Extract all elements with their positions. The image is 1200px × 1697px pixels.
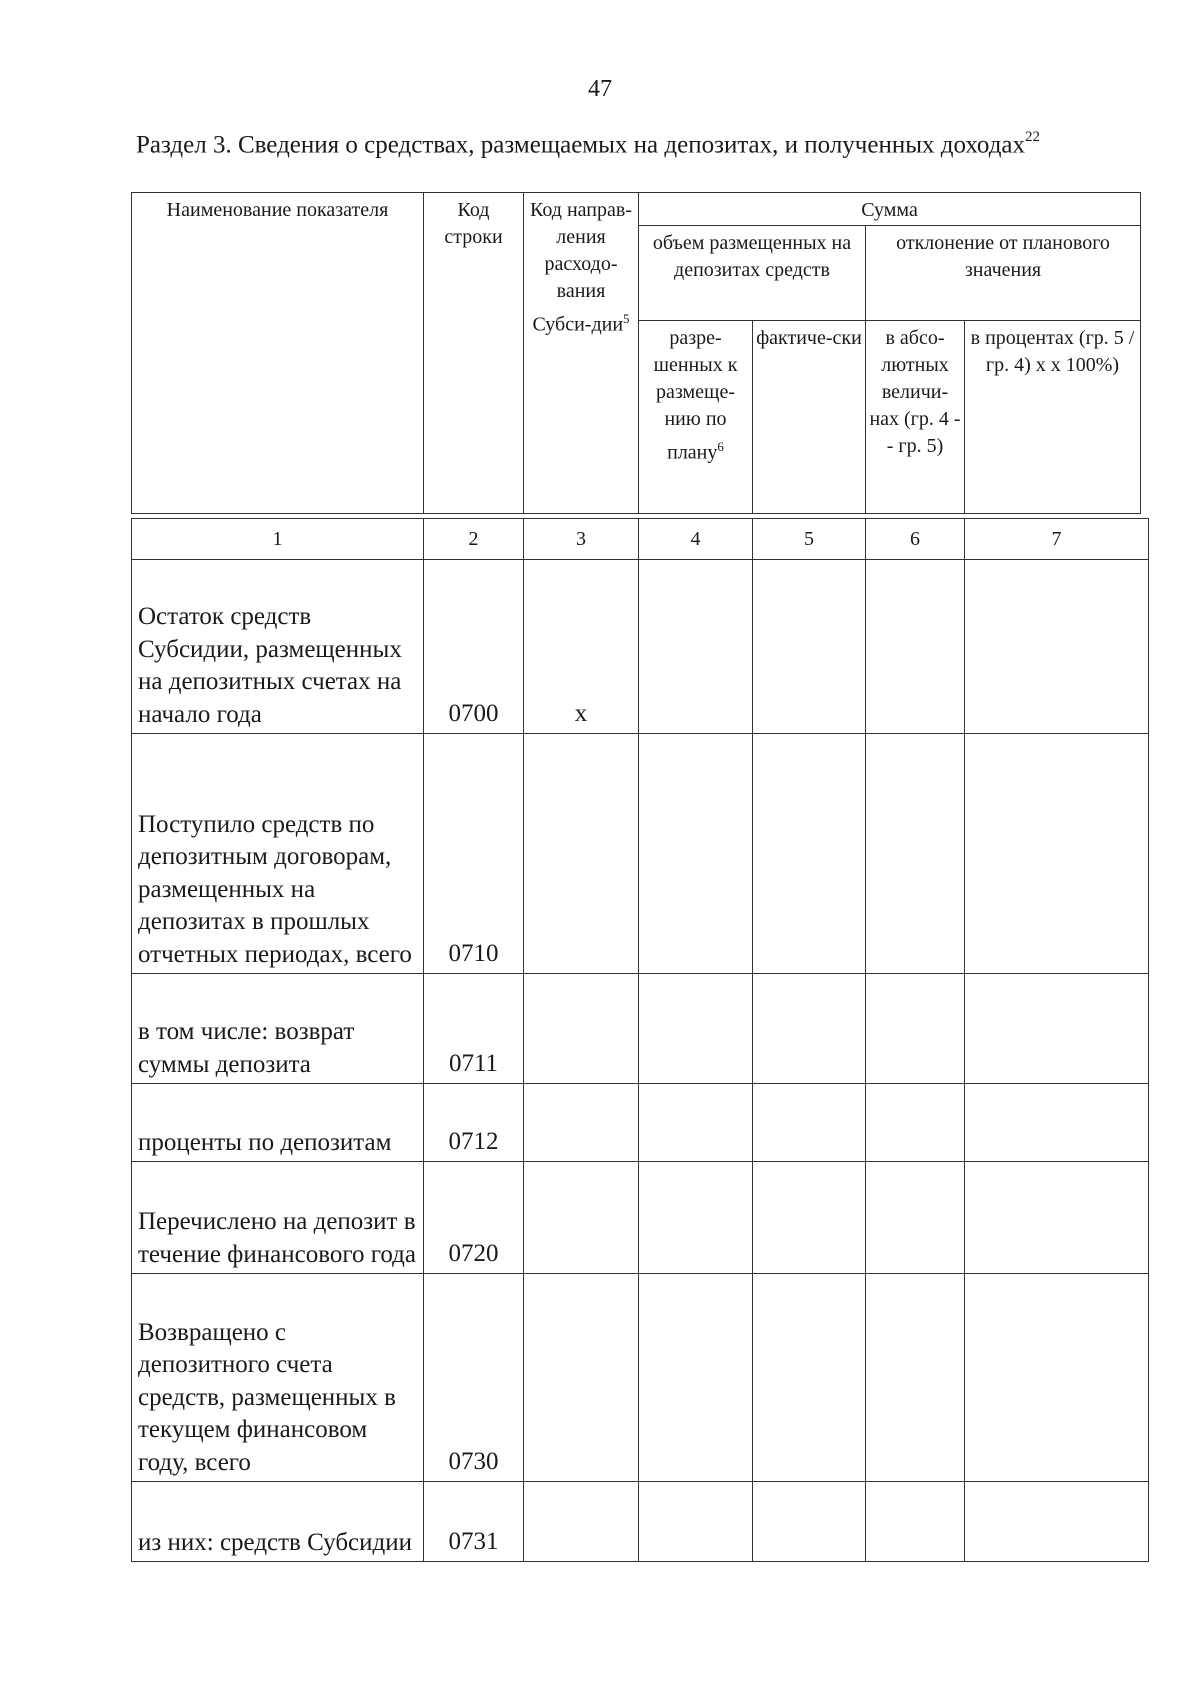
header-code: Код строки [444,199,503,248]
row-value-cell [866,1274,965,1482]
column-number: 6 [866,519,965,560]
section-title-text: Раздел 3. Сведения о средствах, размещаемых на депозитах, и полученных доходах [136,131,1026,159]
header-direction-cell [524,193,639,514]
row-value-cell [753,1482,866,1562]
row-direction [524,1162,639,1274]
table-row [132,974,1149,1084]
header-percent: в процентах (гр. 5 / гр. 4) x x 100%) [970,327,1135,376]
row-name: Остаток средств Субсидии, размещенных на депозитных счетах на начало года [132,560,424,734]
table-row [132,1084,1149,1162]
row-value-cell [639,1084,753,1162]
header-sum: Сумма [861,199,918,221]
row-value-cell [965,1162,1149,1274]
row-name: Перечислено на депозит в течение финансового года [132,1162,424,1274]
row-value-cell [639,1274,753,1482]
row-direction [524,1084,639,1162]
row-name: проценты по депозитам [132,1084,424,1162]
table-row [132,1482,1149,1562]
header-absolute-cell [866,321,965,514]
header-planned-footnote: 6 [717,439,724,454]
header-name: Наименование показателя [166,199,389,221]
row-direction [524,1274,639,1482]
row-code: 0712 [424,1084,524,1162]
table-row [132,734,1149,974]
row-value-cell [639,734,753,974]
column-number-row [132,519,1149,560]
table-row [132,1274,1149,1482]
row-name: Поступило средств по депозитным договорам, размещенных на депозитах в прошлых отчетных периодах, всего [132,734,424,974]
row-value-cell [866,1084,965,1162]
row-value-cell [965,974,1149,1084]
row-value-cell [866,734,965,974]
section-title [136,124,1135,160]
row-value-cell [866,560,965,734]
row-value-cell [753,734,866,974]
row-code: 0710 [424,734,524,974]
column-number: 4 [639,519,753,560]
header-direction: Код направ-ления расходо-вания Субси-дии [530,199,632,336]
row-value-cell [639,1162,753,1274]
header-table [131,192,1141,514]
row-value-cell [639,1482,753,1562]
row-name: Возвращено с депозитного счета средств, размещенных в текущем финансовом году, всего [132,1274,424,1482]
header-deviation-cell [866,226,1141,321]
row-value-cell [866,1162,965,1274]
row-name: в том числе: возврат суммы депозита [132,974,424,1084]
column-number: 5 [753,519,866,560]
header-deviation: отклонение от планового значения [896,232,1110,281]
row-value-cell [753,1274,866,1482]
header-actual-cell [753,321,866,514]
header-planned: разре-шенных к размеще-нию по плану [653,327,738,464]
row-value-cell [753,974,866,1084]
row-code: 0711 [424,974,524,1084]
row-direction: x [524,560,639,734]
header-volume-cell [639,226,866,321]
row-code: 0720 [424,1162,524,1274]
column-number: 2 [424,519,524,560]
header-sum-cell [639,193,1141,226]
row-direction [524,974,639,1084]
row-value-cell [866,974,965,1084]
row-name: из них: средств Субсидии [132,1482,424,1562]
header-percent-cell [965,321,1141,514]
table-row [132,1162,1149,1274]
row-value-cell [965,1274,1149,1482]
row-value-cell [639,974,753,1084]
column-number: 7 [965,519,1149,560]
column-number: 1 [132,519,424,560]
header-direction-footnote: 5 [623,311,630,326]
header-name-cell [132,193,424,514]
row-value-cell [639,560,753,734]
header-code-cell [424,193,524,514]
page-number: 47 [588,76,612,102]
row-code: 0700 [424,560,524,734]
row-value-cell [965,1482,1149,1562]
row-direction [524,1482,639,1562]
row-value-cell [965,1084,1149,1162]
header-absolute: в абсо-лютных величи-нах (гр. 4 - - гр. 5) [869,327,961,457]
row-value-cell [753,1162,866,1274]
row-value-cell [753,560,866,734]
header-planned-cell [639,321,753,514]
row-value-cell [965,734,1149,974]
row-value-cell [866,1482,965,1562]
section-footnote-mark: 22 [1025,129,1041,145]
row-code: 0730 [424,1274,524,1482]
row-value-cell [753,1084,866,1162]
header-actual: фактиче-ски [756,327,862,349]
row-direction [524,734,639,974]
table-row [132,560,1149,734]
body-table [131,518,1149,1562]
column-number: 3 [524,519,639,560]
header-volume: объем размещенных на депозитах средств [652,232,852,281]
row-value-cell [965,560,1149,734]
row-code: 0731 [424,1482,524,1562]
